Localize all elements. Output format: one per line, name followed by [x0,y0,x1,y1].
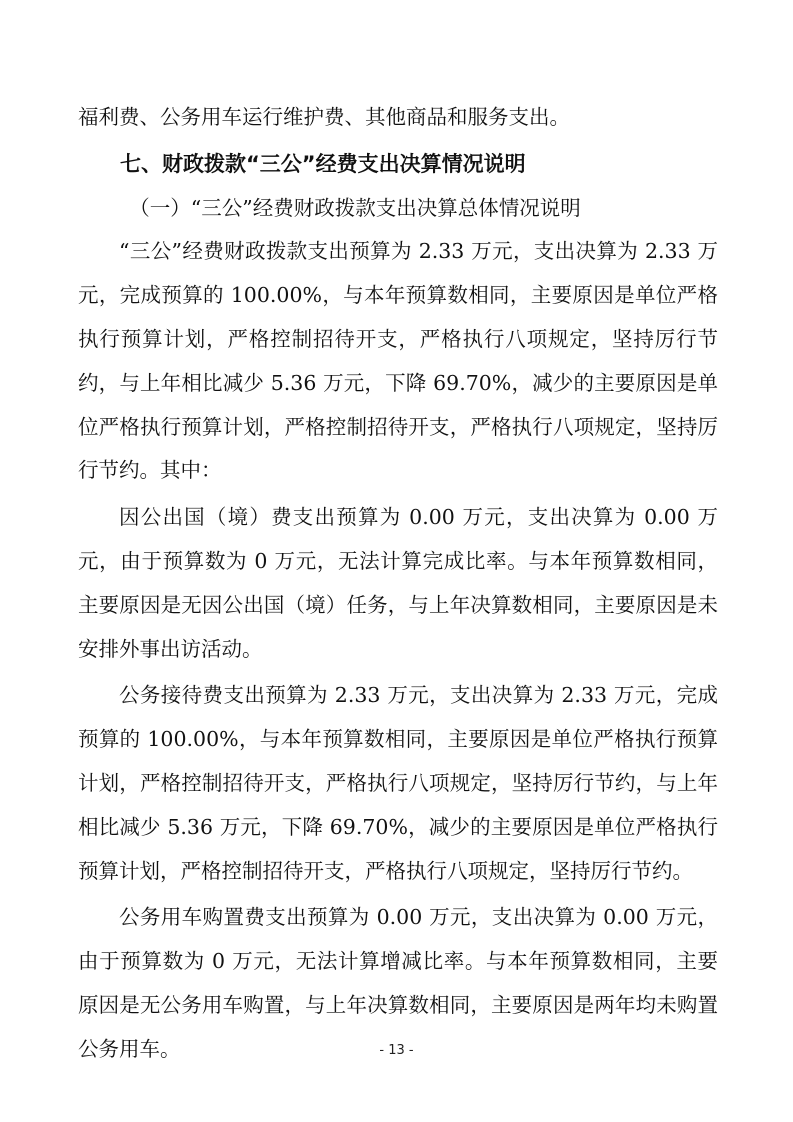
continuation-text: 福利费、公务用车运行维护费、其他商品和服务支出。 [78,105,570,129]
paragraph-vehicle-purchase: 公务用车购置费支出预算为 0.00 万元，支出决算为 0.00 万元，由于预算数为 0 万元，无法计算增减比率。与本年预算数相同，主要原因是无公务用车购置，与上年决算数相同，主要原因是两年均未购置公务用车。 [78,905,718,1061]
document-page [78,96,718,1072]
paragraph-official-reception: 公务接待费支出预算为 2.33 万元，支出决算为 2.33 万元，完成预算的 100.00%，与本年预算数相同，主要原因是单位严格执行预算计划，严格控制招待开支，严格执行八项规定，坚持厉行节约，与上年相比减少 5.36 万元，下降 69.70%，减少的主要原因是单位严格执行预算计划，严格控制招待开支，严格执行八项规定，坚持厉行节约。 [78,683,718,883]
paragraph-overview: “三公”经费财政拨款支出预算为 2.33 万元，支出决算为 2.33 万元，完成预算的 100.00%，与本年预算数相同，主要原因是单位严格执行预算计划，严格控制招待开支，严格执行八项规定，坚持厉行节约，与上年相比减少 5.36 万元，下降 69.70%，减少的主要原因是单位严格执行预算计划，严格控制招待开支，严格执行八项规定，坚持厉行节约。其中： [78,239,718,483]
paragraph-overseas-travel: 因公出国（境）费支出预算为 0.00 万元，支出决算为 0.00 万元，由于预算数为 0 万元，无法计算完成比率。与本年预算数相同，主要原因是无因公出国（境）任务，与上年决算数相同，主要原因是未安排外事出访活动。 [78,505,718,661]
section-heading: 七、财政拨款“三公”经费支出决算情况说明 [120,151,526,176]
page-number: - 13 - [379,1043,414,1058]
subsection-heading: （一）“三公”经费财政拨款支出决算总体情况说明 [129,195,581,220]
